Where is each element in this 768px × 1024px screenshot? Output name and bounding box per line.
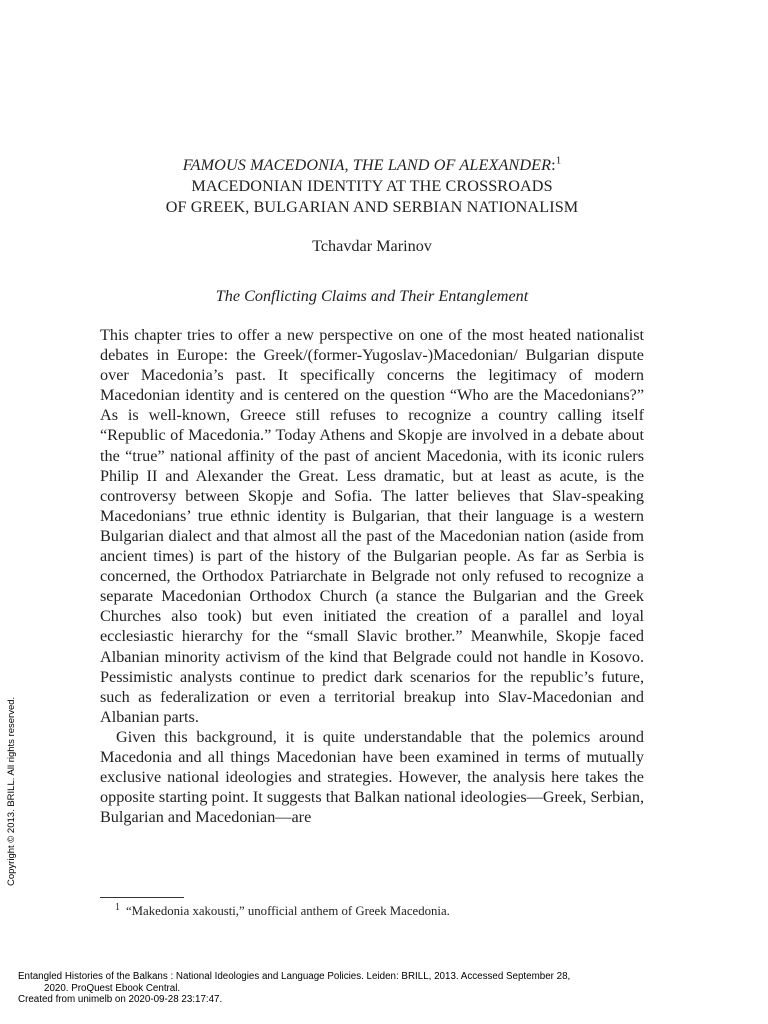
chapter-title-line-3: OF GREEK, BULGARIAN AND SERBIAN NATIONALISM xyxy=(165,198,579,216)
source-notice-line-2: 2020. ProQuest Ebook Central. xyxy=(44,982,181,994)
source-notice-line-1: Entangled Histories of the Balkans : National Ideologies and Language Policies. Leiden: BRILL, 2013. Accessed September 28, xyxy=(18,971,571,982)
source-notice-line-3: Created from unimelb on 2020-09-28 23:17:47. xyxy=(18,994,223,1005)
chapter-title-colon: : xyxy=(551,156,556,174)
chapter-title-line-1 xyxy=(100,155,644,176)
chapter-title xyxy=(100,155,644,218)
body-paragraph-2: Given this background, it is quite understandable that the polemics around Macedonia and all things Macedonian have been examined in terms of mutually exclusive national ideologies and strategies. However, the analysis here takes the opposite starting point. It suggests that Balkan national ideologies—Greek, Serbian, Bulgarian and Macedonian—are xyxy=(100,727,644,827)
bottom-source-notice xyxy=(18,971,738,1006)
footnote xyxy=(115,902,635,920)
chapter-title-line-2: MACEDONIAN IDENTITY AT THE CROSSROADS xyxy=(191,177,553,195)
author-name: Tchavdar Marinov xyxy=(312,237,432,255)
chapter-title-main: FAMOUS MACEDONIA, THE LAND OF ALEXANDER xyxy=(182,156,552,174)
footnote-text: “Makedonia xakousti,” unofficial anthem of Greek Macedonia. xyxy=(126,904,450,918)
footnote-divider xyxy=(100,897,184,898)
footnote-reference-mark: 1 xyxy=(555,154,562,167)
footnote-number: 1 xyxy=(115,901,120,913)
side-copyright-notice: Copyright © 2013. BRILL. All rights reserved. xyxy=(6,696,17,886)
body-text xyxy=(100,325,644,827)
body-paragraph-1: This chapter tries to offer a new perspective on one of the most heated nationalist debates in Europe: the Greek/(former-Yugoslav-)Macedonian/ Bulgarian dispute over Macedonia’s past. It specifically concerns the legitimacy of modern Macedonian identity and is centered on the question “Who are the Macedonians?” As is well-known, Greece still refuses to recognize a country calling itself “Republic of Macedonia.” Today Athens and Skopje are involved in a debate about the “true” national affinity of the past of ancient Macedonia, with its iconic rulers Philip II and Alexander the Great. Less dramatic, but at least as acute, is the controversy between Skopje and Sofia. The latter believes that Slav-speaking Macedonians’ true ethnic identity is Bulgarian, that their language is a western Bulgarian dialect and that almost all the past of the Macedonian nation (aside from ancient times) is part of the history of the Bulgarian people. As far as Serbia is concerned, the Orthodox Patriarchate in Belgrade not only refused to recognize a separate Macedonian Orthodox Church (a stance the Bulgarian and the Greek Churches also took) but even initiated the creation of a parallel and loyal ecclesiastic hierarchy for the “small Slavic brother.” Meanwhile, Skopje faced Albanian minority activism of the kind that Belgrade could not handle in Kosovo. Pessimistic analysts continue to predict dark scenarios for the republic’s future, such as federalization or even a territorial breakup into Slav-Macedonian and Albanian parts. xyxy=(100,326,644,726)
section-heading: The Conflicting Claims and Their Entanglement xyxy=(215,287,529,305)
